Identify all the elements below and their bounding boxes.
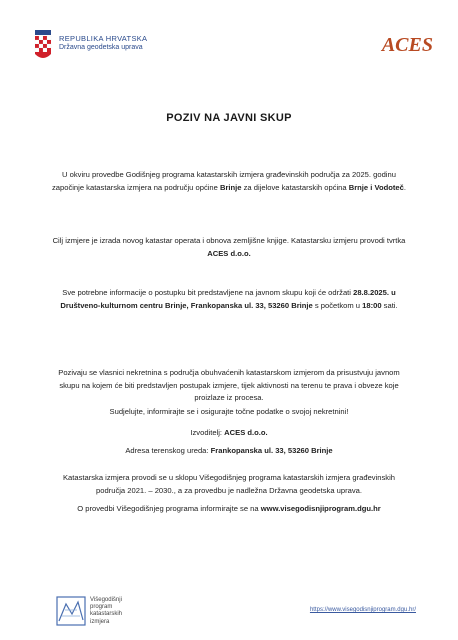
meeting-text-1: Sve potrebne informacije o postupku bit predstavljene na javnom skupu koji će održati	[62, 288, 354, 297]
intro-paragraph	[50, 169, 408, 194]
department-name: Državna geodetska uprava	[59, 44, 143, 51]
call-to-action: Sudjelujte, informirajte se i osigurajte točne podatke o svojoj nekretnini!	[109, 407, 349, 416]
program-website-link[interactable]: https://www.visegodisnjiprogram.dgu.hr/	[309, 607, 416, 613]
program-logo-icon	[56, 596, 86, 626]
program-logo-text	[90, 597, 122, 626]
meeting-time: 18:00	[362, 300, 382, 310]
footer-line-4: izmjera	[90, 618, 110, 625]
meeting-text-3: sati.	[381, 300, 398, 310]
contractor-line	[50, 427, 408, 440]
office-address-value: Frankopanska ul. 33, 53260 Brinje	[210, 446, 333, 455]
program-paragraph: Katastarska izmjera provodi se u sklopu Višegodišnjeg programa katastarskih izmjera građevinskih područja 2021. – 2030., a za provedbu je nadležna Državna geodetska uprava.	[62, 473, 396, 495]
info-line	[50, 503, 408, 516]
office-address-line	[50, 445, 408, 458]
page-header	[33, 30, 433, 70]
institution-name: REPUBLIKA HRVATSKA	[59, 34, 148, 43]
municipality-name: Brinje	[219, 182, 242, 192]
intro-text-2: za dijelove katastarskih općina	[241, 182, 349, 192]
intro-text-1: U okviru provedbe Godišnjeg programa katastarskih izmjera građevinskih područja za 2025. godinu započinje katastarska izmjera na području općine	[51, 170, 396, 192]
meeting-paragraph	[50, 287, 408, 312]
info-label: O provedbi Višegodišnjeg programa informirajte se na	[77, 504, 261, 513]
contractor-label: Izvoditelj:	[190, 428, 225, 437]
footer-line-3: katastarskih	[90, 611, 123, 618]
cadastral-municipalities: Brnje i Vodoteč	[348, 182, 404, 192]
meeting-date-location: 28.8.2025. u Društveno-kulturnom centru Brinje, Frankopanska ul. 33, 53260 Brinje	[60, 288, 396, 310]
croatian-coat-of-arms-icon	[33, 30, 53, 64]
goal-paragraph	[50, 235, 408, 260]
meeting-text-2: s početkom u	[312, 300, 363, 310]
contractor-name: ACES d.o.o.	[207, 248, 251, 258]
footer-line-2: program	[90, 604, 113, 611]
office-address-label: Adresa terenskog ureda:	[125, 446, 211, 455]
footer-line-1: Višegodišnji	[90, 597, 122, 603]
intro-text-3: .	[403, 182, 406, 192]
goal-text: Cilj izmjere je izrada novog katastar operata i obnova zemljišne knjige. Katastarsku izmjeru provodi tvrtka	[52, 236, 406, 245]
invitation-paragraph: Pozivaju se vlasnici nekretnina s područja obuhvaćenih katastarskom izmjerom da prisustvuju javnom skupu na kojem će biti predstavljen postupak izmjere, tijek aktivnosti na terenu te prava i obveze koje proizlaze iz procesa.	[58, 368, 400, 402]
program-website: www.visegodisnjiprogram.dgu.hr	[260, 504, 381, 513]
aces-logo: ACES	[381, 34, 433, 56]
page-title: POZIV NA JAVNI SKUP	[166, 112, 292, 124]
contractor-value: ACES d.o.o.	[224, 428, 268, 437]
